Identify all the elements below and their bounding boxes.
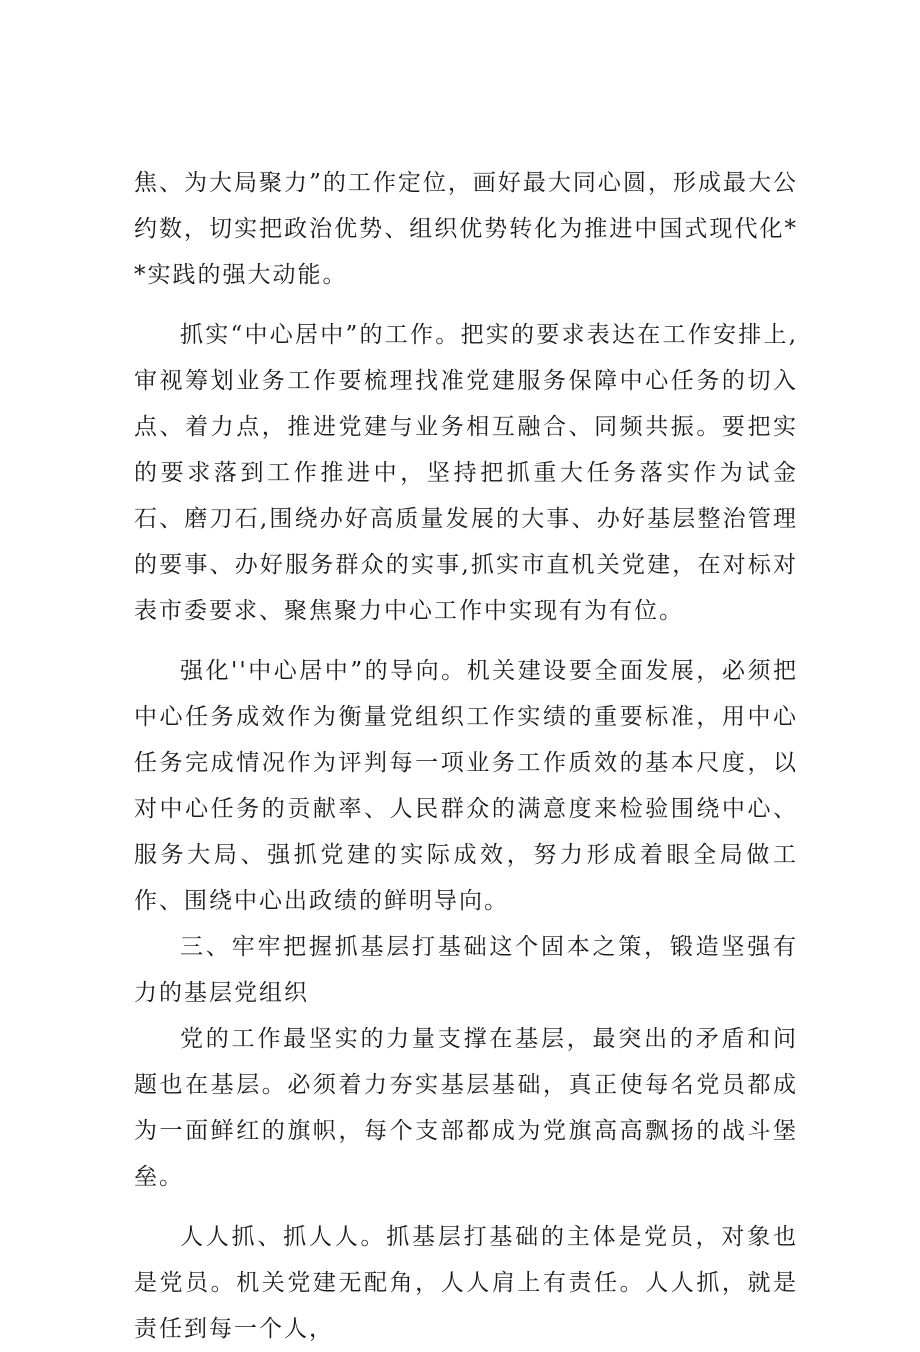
paragraph-orientation: 强化''中心居中”的导向。机关建设要全面发展，必须把中心任务成效作为衡量党组织工作实绩的重要标准，用中心任务完成情况作为评判每一项业务工作质效的基本尺度，以对中心任务的贡献率、人民群众的满意度来检验围绕中心、服务大局、强抓党建的实际成效，努力形成着眼全局做工作、围绕中心出政绩的鲜明导向。 (134, 658, 798, 914)
paragraph-work-implementation: 抓实“中心居中”的工作。把实的要求表达在工作安排上,审视筹划业务工作要梳理找准党建服务保障中心任务的切入点、着力点，推进党建与业务相互融合、同频共振。要把实的要求落到工作推进中，坚持把抓重大任务落实作为试金石、磨刀石,围绕办好高质量发展的大事、办好基层整治管理的要事、办好服务群众的实事,抓实市直机关党建，在对标对表市委要求、聚焦聚力中心工作中实现有为有位。 (134, 322, 798, 624)
paragraph-grassroots: 党的工作最坚实的力量支撑在基层，最突出的矛盾和问题也在基层。必须着力夯实基层基础，真正使每名党员都成为一面鲜红的旗帜，每个支部都成为党旗高高飘扬的战斗堡垒。 (134, 1026, 798, 1190)
paragraph-everyone: 人人抓、抓人人。抓基层打基础的主体是党员，对象也是党员。机关党建无配角，人人肩上有责任。人人抓，就是责任到每一个人， (134, 1224, 798, 1342)
paragraph-continuation: 焦、为大局聚力”的工作定位，画好最大同心圆，形成最大公约数，切实把政治优势、组织优势转化为推进中国式现代化**实践的强大动能。 (134, 170, 798, 288)
section-heading-three: 三、牢牢把握抓基层打基础这个固本之策，锻造坚强有力的基层党组织 (134, 934, 798, 1006)
document-body (134, 160, 798, 1352)
